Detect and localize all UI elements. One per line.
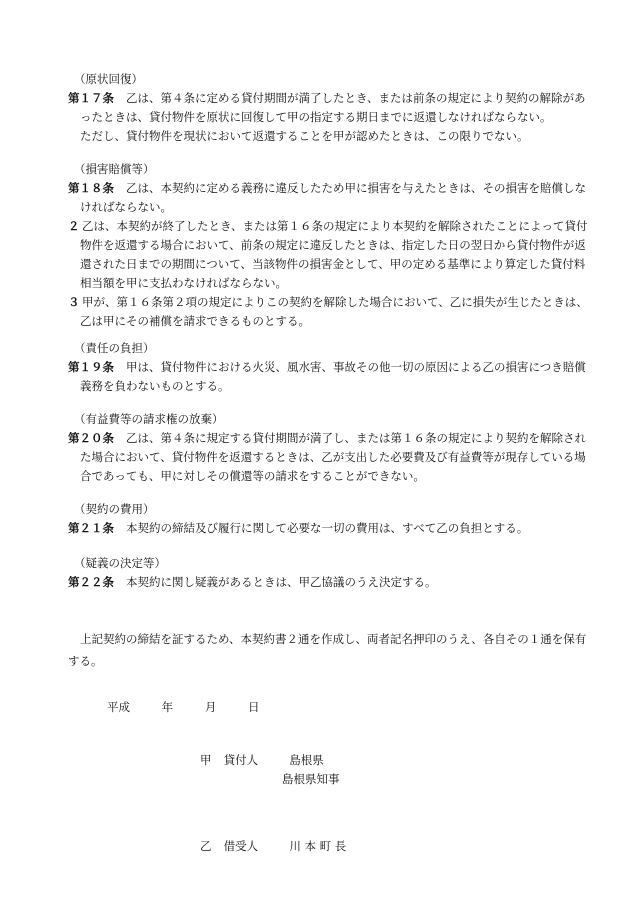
article-text: 本契約に関し疑義があるときは、甲乙協議のうえ決定する。 bbox=[126, 575, 437, 589]
article-18 bbox=[68, 160, 588, 331]
article-body bbox=[68, 573, 588, 592]
article-heading: （責任の負担） bbox=[74, 341, 155, 355]
article-21 bbox=[68, 500, 588, 538]
article-label: 第１９条 bbox=[68, 360, 114, 374]
paragraph-number: ３ bbox=[68, 295, 80, 309]
paragraph-3 bbox=[68, 293, 588, 331]
party-lessor-title bbox=[282, 770, 340, 789]
article-label: 第２０条 bbox=[68, 431, 114, 445]
paragraph-text: 甲が、第１６条第２項の規定によりこの契約を解除した場合において、乙に損失が生じたときは、乙は甲にその補償を請求できるものとする。 bbox=[80, 295, 588, 328]
party-name: 島根県 bbox=[289, 753, 324, 767]
party-lessee bbox=[200, 837, 346, 856]
article-heading: （原状回復） bbox=[74, 72, 143, 86]
article-proviso: ただし、貸付物件を現状において返還することを甲が認めたときは、この限りでない。 bbox=[80, 129, 529, 143]
date-day: 日 bbox=[247, 700, 260, 714]
article-label: 第２１条 bbox=[68, 521, 114, 535]
paragraph-number: ２ bbox=[68, 219, 80, 233]
party-name: 川 本 町 長 bbox=[289, 839, 347, 853]
article-label: 第１７条 bbox=[68, 91, 114, 105]
article-body bbox=[68, 179, 588, 217]
article-heading: （疑義の決定等） bbox=[74, 556, 166, 570]
article-text: 本契約の締結及び履行に関して必要な一切の費用は、すべて乙の負担とする。 bbox=[126, 521, 529, 535]
article-body bbox=[68, 89, 588, 127]
article-body bbox=[68, 358, 588, 396]
article-label: 第１８条 bbox=[68, 181, 114, 195]
party-title: 島根県知事 bbox=[282, 772, 340, 786]
party-mark: 甲 bbox=[200, 753, 212, 767]
paragraph-2 bbox=[68, 217, 588, 293]
party-role: 貸付人 bbox=[223, 753, 259, 767]
article-text: 乙は、本契約に定める義務に違反したため甲に損害を与えたときは、その損害を賠償しなければならない。 bbox=[80, 181, 586, 214]
date-era: 平成 bbox=[107, 700, 130, 714]
article-heading: （損害賠償等） bbox=[74, 162, 155, 176]
date-year: 年 bbox=[161, 700, 174, 714]
contract-date bbox=[107, 698, 273, 717]
article-19 bbox=[68, 339, 588, 396]
closing-statement: 上記契約の締結を証するため、本契約書２通を作成し、両者記名押印のうえ、各自その１通を保有する。 bbox=[68, 632, 587, 668]
article-heading: （有益費等の請求権の放棄） bbox=[74, 412, 224, 426]
article-label: 第２２条 bbox=[68, 575, 114, 589]
article-text: 乙は、第４条に定める貸付期間が満了したとき、または前条の規定により契約の解除があったときは、貸付物件を原状に回復して甲の指定する期日までに返還しなければならない。 bbox=[80, 91, 586, 124]
date-month: 月 bbox=[204, 700, 217, 714]
paragraph-text: 乙は、本契約が終了したとき、または第１６条の規定により本契約を解除されたことによって貸付物件を返還する場合において、前条の規定に違反したときは、指定した日の翌日から貸付物件が返還された日までの期間について、当該物件の損害金として、甲の定める基準により算定した貸付料相当額を甲に支払わなければならない。 bbox=[80, 219, 588, 290]
article-text: 乙は、第４条に規定する貸付期間が満了し、または第１６条の規定により契約を解除された場合において、貸付物件を返還するときは、乙が支出した必要費及び有益費等が現存している場合であっても、甲に対しその償還等の請求をすることができない。 bbox=[80, 431, 586, 483]
article-17 bbox=[68, 70, 588, 146]
party-role: 借受人 bbox=[223, 839, 259, 853]
article-heading: （契約の費用） bbox=[74, 502, 155, 516]
article-22 bbox=[68, 554, 588, 592]
article-text: 甲は、貸付物件における火災、風水害、事故その他一切の原因による乙の損害につき賠償義務を負わないものとする。 bbox=[80, 360, 586, 393]
party-lessor bbox=[200, 751, 324, 770]
party-mark: 乙 bbox=[200, 839, 212, 853]
article-20 bbox=[68, 410, 588, 486]
article-body bbox=[68, 519, 588, 538]
article-body bbox=[68, 429, 588, 486]
